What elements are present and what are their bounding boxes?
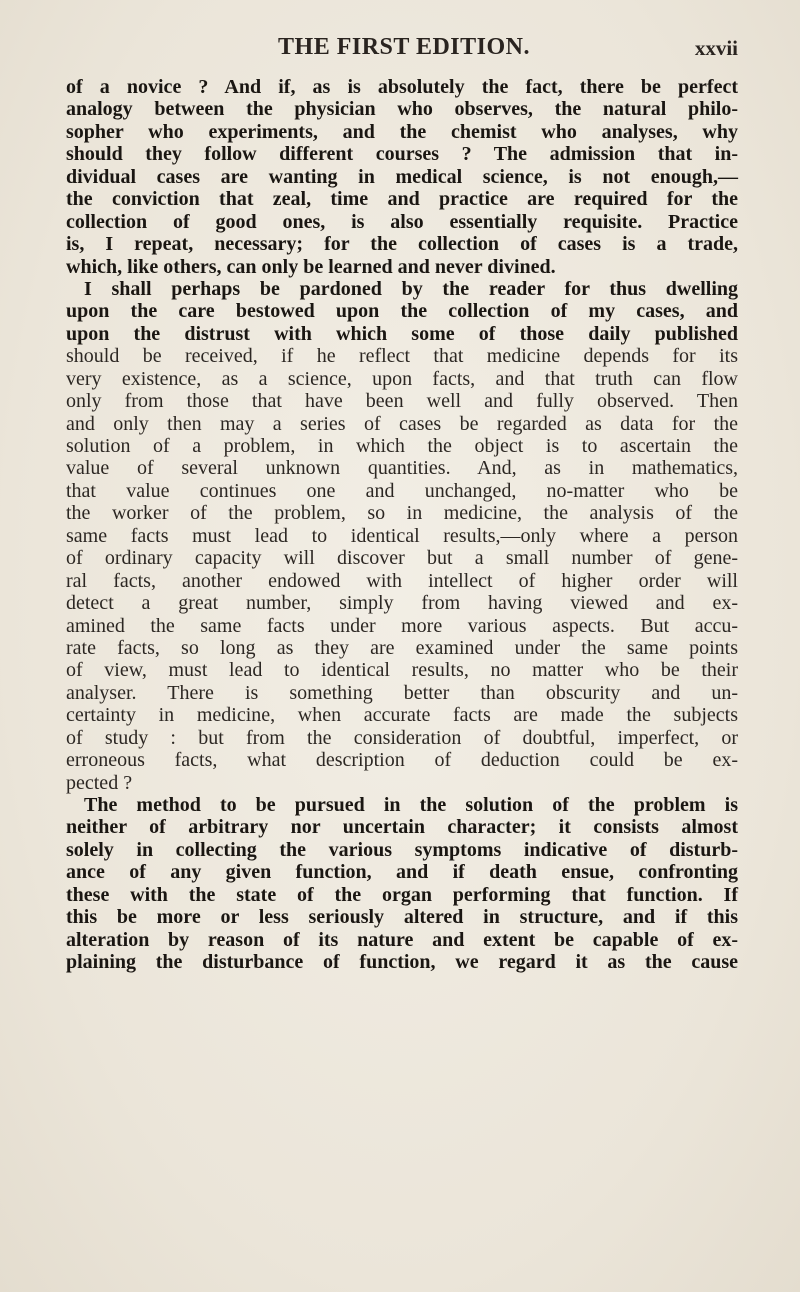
paragraph-first-line: I shall perhaps be pardoned by the reader for thus dwelling — [84, 277, 738, 300]
text-line: of view, must lead to identical results, no matter who be their — [66, 659, 738, 682]
text-line: neither of arbitrary nor uncertain character; it consists almost — [66, 816, 738, 839]
text-line: detect a great number, simply from having viewed and ex- — [66, 592, 738, 615]
body-text — [66, 76, 738, 974]
text-line: is, I repeat, necessary; for the collection of cases is a trade, — [66, 233, 738, 256]
text-line: alteration by reason of its nature and extent be capable of ex- — [66, 928, 738, 951]
text-line: which, like others, can only be learned and never divined. — [66, 255, 556, 278]
text-line: amined the same facts under more various aspects. But accu- — [66, 614, 738, 637]
text-line: of ordinary capacity will discover but a small number of gene- — [66, 547, 738, 570]
text-line: solution of a problem, in which the object is to ascertain the — [66, 435, 738, 457]
text-line: collection of good ones, is also essentially requisite. Practice — [66, 210, 738, 233]
text-line: and only then may a series of cases be regarded as data for the — [66, 412, 738, 435]
text-line: only from those that have been well and fully observed. Then — [66, 390, 738, 413]
text-line: ance of any given function, and if death ensue, confronting — [66, 861, 738, 884]
text-line: that value continues one and unchanged, no-matter who be — [66, 479, 738, 502]
text-line: should they follow different courses ? The admission that in- — [66, 143, 738, 166]
text-line: upon the care bestowed upon the collection of my cases, and — [66, 300, 738, 323]
text-line: solely in collecting the various symptoms indicative of disturb- — [66, 838, 738, 861]
text-line: same facts must lead to identical results,—only where a person — [66, 524, 738, 547]
text-line: these with the state of the organ performing that function. If — [66, 883, 738, 906]
page-header — [70, 34, 738, 66]
text-line: value of several unknown quantities. And, as in mathematics, — [66, 457, 738, 480]
text-line: very existence, as a science, upon facts, and that truth can flow — [66, 367, 738, 390]
text-line: ral facts, another endowed with intellect of higher order will — [66, 569, 738, 592]
text-line: analyser. There is something better than obscurity and un- — [66, 681, 738, 704]
page-number: xxvii — [694, 36, 738, 60]
text-line: sopher who experiments, and the chemist who analyses, why — [66, 120, 738, 143]
text-line: of a novice ? And if, as is absolutely the fact, there be perfect — [66, 76, 738, 98]
text-line: upon the distrust with which some of those daily published — [66, 322, 738, 345]
text-line: plaining the disturbance of function, we regard it as the cause — [66, 951, 738, 974]
paragraph-first-line: The method to be pursued in the solution of the problem is — [84, 794, 738, 816]
text-line: dividual cases are wanting in medical science, is not enough,— — [66, 165, 738, 188]
text-line: pected ? — [66, 771, 133, 794]
text-line: this be more or less seriously altered in structure, and if this — [66, 906, 738, 929]
running-head: THE FIRST EDITION. — [278, 34, 530, 60]
text-line: should be received, if he reflect that medicine depends for its — [66, 345, 738, 368]
text-line: erroneous facts, what description of deduction could be ex- — [66, 749, 738, 772]
text-line: rate facts, so long as they are examined under the same points — [66, 636, 738, 659]
text-line: analogy between the physician who observes, the natural philo- — [66, 98, 738, 121]
text-line: the conviction that zeal, time and practice are required for the — [66, 188, 738, 211]
text-line: certainty in medicine, when accurate facts are made the subjects — [66, 704, 738, 727]
text-line: of study : but from the consideration of doubtful, imperfect, or — [66, 726, 738, 749]
text-line: the worker of the problem, so in medicine, the analysis of the — [66, 502, 738, 525]
